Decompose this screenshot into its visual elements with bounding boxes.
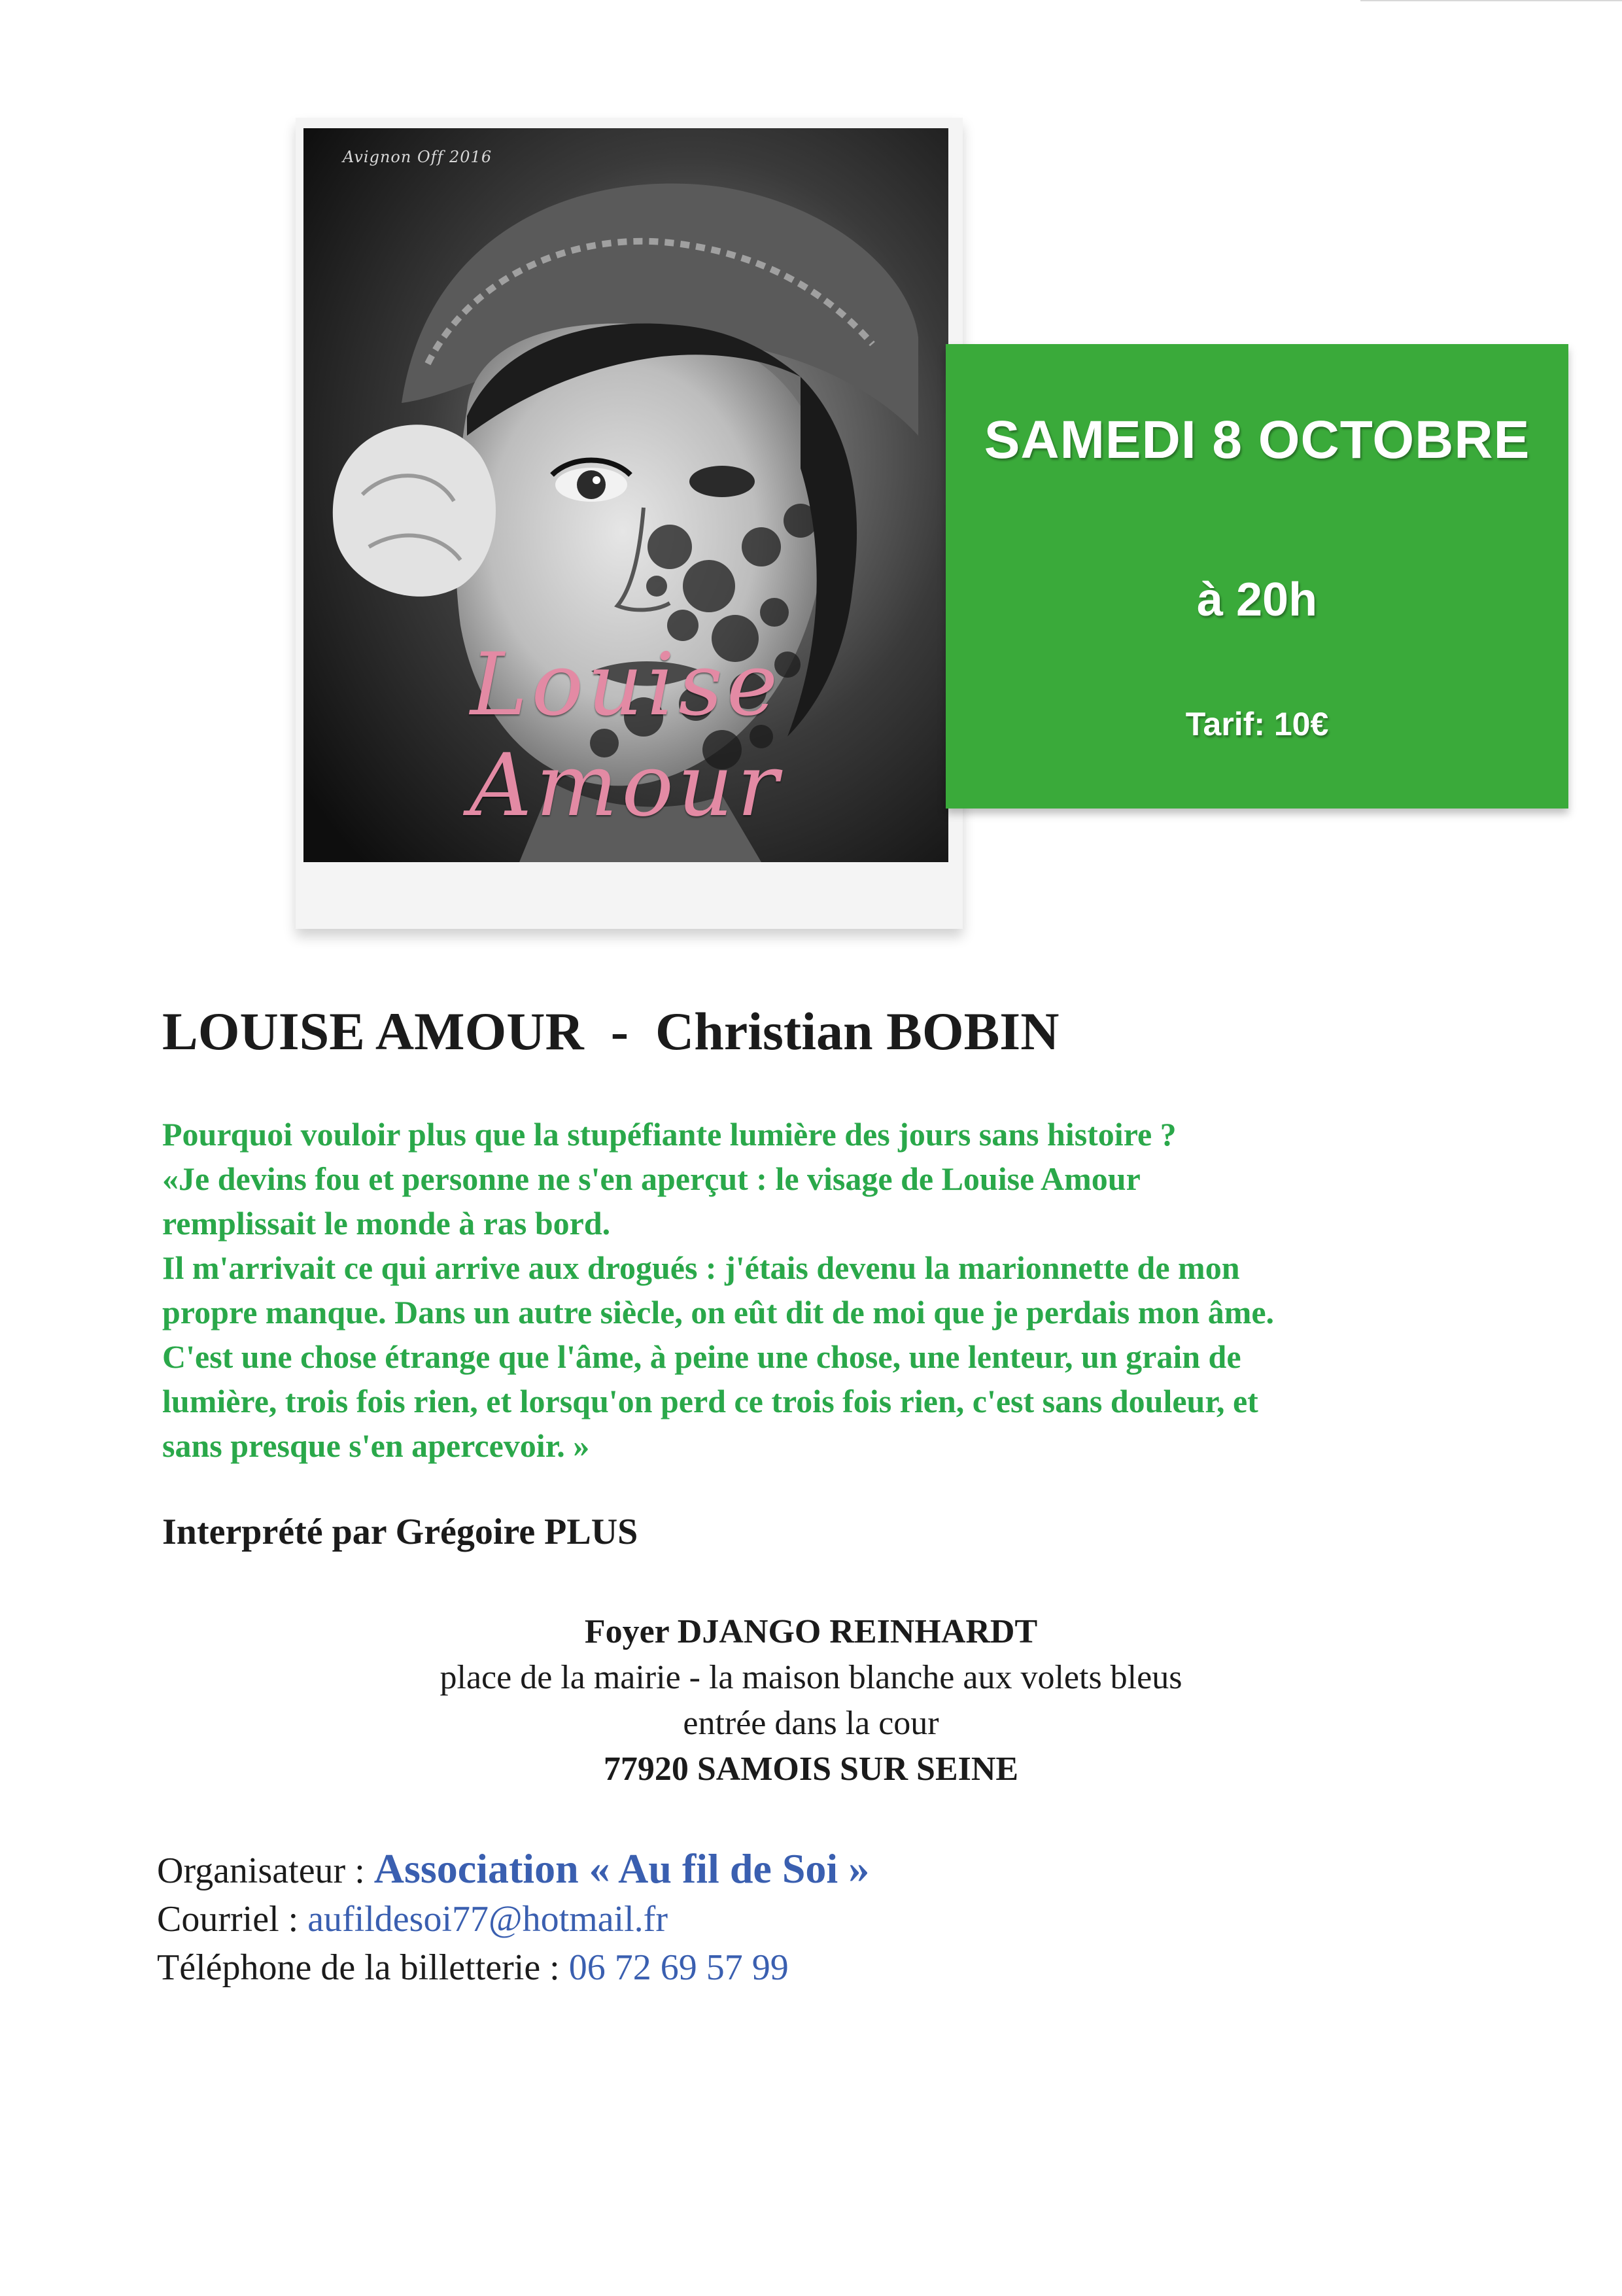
- quote-line: remplissait le monde à ras bord.: [162, 1205, 611, 1242]
- contact-block: [157, 1845, 869, 1992]
- phone-label: Téléphone de la billetterie :: [157, 1947, 569, 1988]
- quote-line: lumière, trois fois rien, et lorsqu'on perd ce trois fois rien, c'est sans douleur, et: [162, 1383, 1258, 1419]
- quote-line: «Je devins fou et personne ne s'en aperçut : le visage de Louise Amour: [162, 1160, 1141, 1197]
- event-time: à 20h: [1196, 574, 1318, 626]
- quote-line: propre manque. Dans un autre siècle, on eût dit de moi que je perdais mon âme.: [162, 1294, 1275, 1331]
- phone-row: [157, 1943, 869, 1992]
- email-link[interactable]: aufildesoi77@hotmail.fr: [307, 1899, 668, 1939]
- email-row: [157, 1895, 869, 1943]
- event-info-box: [946, 344, 1568, 809]
- organizer-name: Association « Au fil de Soi »: [373, 1845, 870, 1892]
- venue-address-line: place de la mairie - la maison blanche aux volets bleus: [440, 1659, 1182, 1696]
- quote-line: Il m'arrivait ce qui arrive aux drogués : j'étais devenu la marionnette de mon: [162, 1249, 1240, 1286]
- venue-entrance-line: entrée dans la cour: [683, 1705, 939, 1742]
- organizer-label: Organisateur :: [157, 1851, 374, 1891]
- organizer-row: [157, 1845, 869, 1895]
- quote-line: Pourquoi vouloir plus que la stupéfiante lumière des jours sans histoire ?: [162, 1116, 1177, 1153]
- quote-block: [162, 1112, 1510, 1468]
- poster-caption: Avignon Off 2016: [343, 148, 492, 166]
- poster-photo: [303, 128, 948, 862]
- venue-name: Foyer DJANGO REINHARDT: [584, 1613, 1038, 1650]
- poster-title: Louise Amour: [469, 635, 783, 836]
- quote-line: C'est une chose étrange que l'âme, à peine une chose, une lenteur, un grain de: [162, 1338, 1241, 1375]
- event-price: Tarif: 10€: [1185, 706, 1329, 742]
- event-date: SAMEDI 8 OCTOBRE: [984, 410, 1530, 470]
- quote-line: sans presque s'en apercevoir. »: [162, 1427, 590, 1464]
- venue-city: 77920 SAMOIS SUR SEINE: [603, 1750, 1019, 1788]
- phone-number[interactable]: 06 72 69 57 99: [568, 1947, 789, 1988]
- venue-block: [0, 1609, 1622, 1792]
- email-label: Courriel :: [157, 1899, 308, 1939]
- performer-line: Interprété par Grégoire PLUS: [162, 1512, 638, 1552]
- page-title: LOUISE AMOUR - Christian BOBIN: [162, 1001, 1060, 1061]
- scan-edge-line: [1360, 0, 1622, 1]
